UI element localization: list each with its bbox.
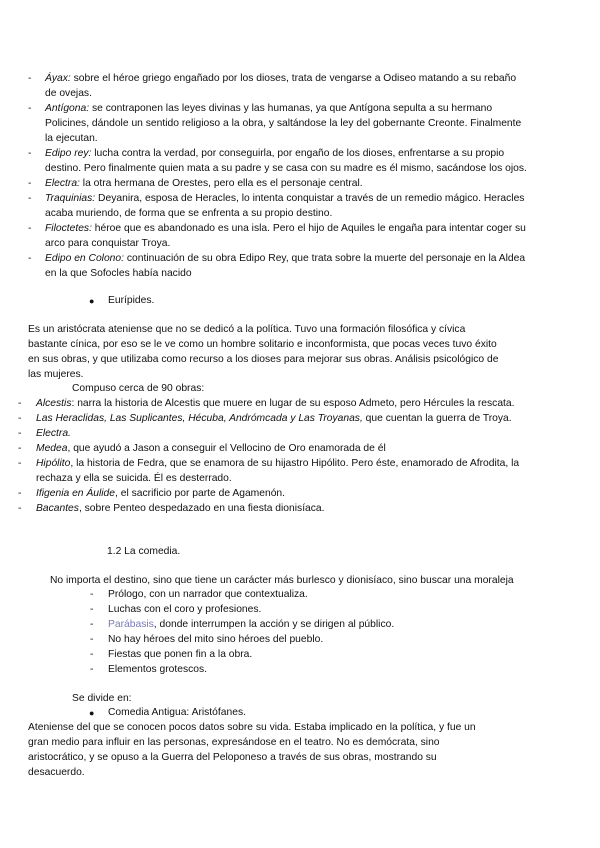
list-dash: -	[18, 398, 22, 409]
list-dash: -	[90, 589, 94, 600]
list-item: Electra.	[36, 428, 71, 439]
list-item-cont: destino. Pero finalmente quien mata a su padre y se casa con su madre es él mismo, sacándose los ojos.	[45, 163, 527, 174]
list-item: Parábasis, donde interrumpen la acción y se dirigen al público.	[108, 619, 395, 630]
list-dash: -	[28, 178, 32, 189]
paragraph-line: las mujeres.	[28, 369, 84, 380]
list-item: Áyax: sobre el héroe griego engañado por los dioses, trata de vengarse a Odiseo matando a su rebaño	[45, 73, 517, 84]
list-dash: -	[28, 193, 32, 204]
parabasis-link[interactable]: Parábasis	[108, 619, 154, 630]
list-item: Bacantes, sobre Penteo despedazado en una fiesta dionisíaca.	[36, 503, 325, 514]
list-item: Alcestis: narra la historia de Alcestis que muere en lugar de su esposo Admeto, pero Hércules la rescata.	[36, 398, 515, 409]
list-dash: -	[28, 73, 32, 84]
list-item-cont: de ovejas.	[45, 88, 92, 99]
section-heading: Eurípides.	[108, 295, 155, 306]
list-item-cont: rechaza y ella se suicida. Él es desterrado.	[36, 473, 232, 484]
list-item: Las Heraclidas, Las Suplicantes, Hécuba, Andrómcada y Las Troyanas, que cuentan la guerra de Troya.	[36, 413, 512, 424]
list-dash: -	[90, 649, 94, 660]
paragraph-line: Ateniense del que se conocen pocos datos sobre su vida. Estaba implicado en la política, y fue un	[28, 722, 476, 733]
list-dash: -	[28, 103, 32, 114]
list-dash: -	[28, 253, 32, 264]
paragraph-line: bastante cínica, por eso se le ve como un hombre solitario e inconformista, que pocas veces tuvo éxito	[28, 339, 497, 350]
paragraph-line: Es un aristócrata ateniense que no se dedicó a la política. Tuvo una formación filosófica y cívica	[28, 324, 466, 335]
list-item: Elementos grotescos.	[108, 664, 208, 675]
list-dash: -	[28, 148, 32, 159]
list-item-cont: la ejecutan.	[45, 133, 98, 144]
divide-label: Se divide en:	[72, 693, 132, 704]
list-dash: -	[18, 503, 22, 514]
list-dash: -	[28, 223, 32, 234]
list-dash: -	[18, 413, 22, 424]
works-intro: Compuso cerca de 90 obras:	[72, 383, 205, 394]
paragraph-line: en sus obras, y que utilizaba como recurso a los dioses para mejorar sus obras. Análisis psicológico de	[28, 354, 499, 365]
subsection-heading: Comedia Antigua: Aristófanes.	[108, 707, 246, 718]
paragraph-line: desacuerdo.	[28, 767, 85, 778]
paragraph-line: gran medio para influir en las personas, expresándose en el teatro. No es demócrata, sino	[28, 737, 440, 748]
list-item: No hay héroes del mito sino héroes del pueblo.	[108, 634, 324, 645]
list-item: Edipo rey: lucha contra la verdad, por conseguirla, por engaño de los dioses, enfrentarse a su propio	[45, 148, 505, 159]
bullet-icon: ●	[89, 296, 95, 306]
list-item: Electra: la otra hermana de Orestes, pero ella es el personaje central.	[45, 178, 363, 189]
list-dash: -	[18, 428, 22, 439]
list-dash: -	[90, 604, 94, 615]
list-dash: -	[90, 634, 94, 645]
list-item: Fiestas que ponen fin a la obra.	[108, 649, 253, 660]
list-item: Hipólito, la historia de Fedra, que se enamora de su hijastro Hipólito. Pero éste, enamorado de Afrodita, la	[36, 458, 520, 469]
list-item-cont: en la que Sofocles había nacido	[45, 268, 192, 279]
list-item-cont: arco para conquistar Troya.	[45, 238, 171, 249]
list-dash: -	[18, 488, 22, 499]
list-item: Prólogo, con un narrador que contextualiza.	[108, 589, 308, 600]
list-dash: -	[90, 619, 94, 630]
list-item: Filoctetes: héroe que es abandonado es una isla. Pero el hijo de Aquiles le engaña para intentar coger su	[45, 223, 526, 234]
list-item: Luchas con el coro y profesiones.	[108, 604, 262, 615]
list-item: Edipo en Colono: continuación de su obra Edipo Rey, que trata sobre la muerte del personaje en la Aldea	[45, 253, 526, 264]
list-item: Traquinias: Deyanira, esposa de Heracles, lo intenta conquistar a través de un remedio mágico. Heracles	[45, 193, 525, 204]
list-item: Medea, que ayudó a Jason a conseguir el Vellocino de Oro enamorada de él	[36, 443, 386, 454]
bullet-icon: ●	[89, 708, 95, 718]
list-dash: -	[90, 664, 94, 675]
list-item: Antígona: se contraponen las leyes divinas y las humanas, ya que Antígona sepulta a su hermano	[45, 103, 493, 114]
list-item-cont: acaba muriendo, de forma que se enfrenta a su propio destino.	[45, 208, 333, 219]
paragraph-line: aristocrático, y se opuso a la Guerra del Peloponeso a través de sus obras, mostrando su	[28, 752, 437, 763]
list-dash: -	[18, 458, 22, 469]
paragraph-line: No importa el destino, sino que tiene un carácter más burlesco y dionisíaco, sino buscar una moraleja	[50, 575, 514, 586]
section-heading: 1.2 La comedia.	[107, 546, 181, 557]
list-item: Ifigenia en Áulide, el sacrificio por parte de Agamenón.	[36, 488, 286, 499]
list-dash: -	[18, 443, 22, 454]
list-item-cont: Policines, dándole un sentido religioso a la obra, y saltándose la ley del gobernante Creonte. Finalmente	[45, 118, 522, 129]
